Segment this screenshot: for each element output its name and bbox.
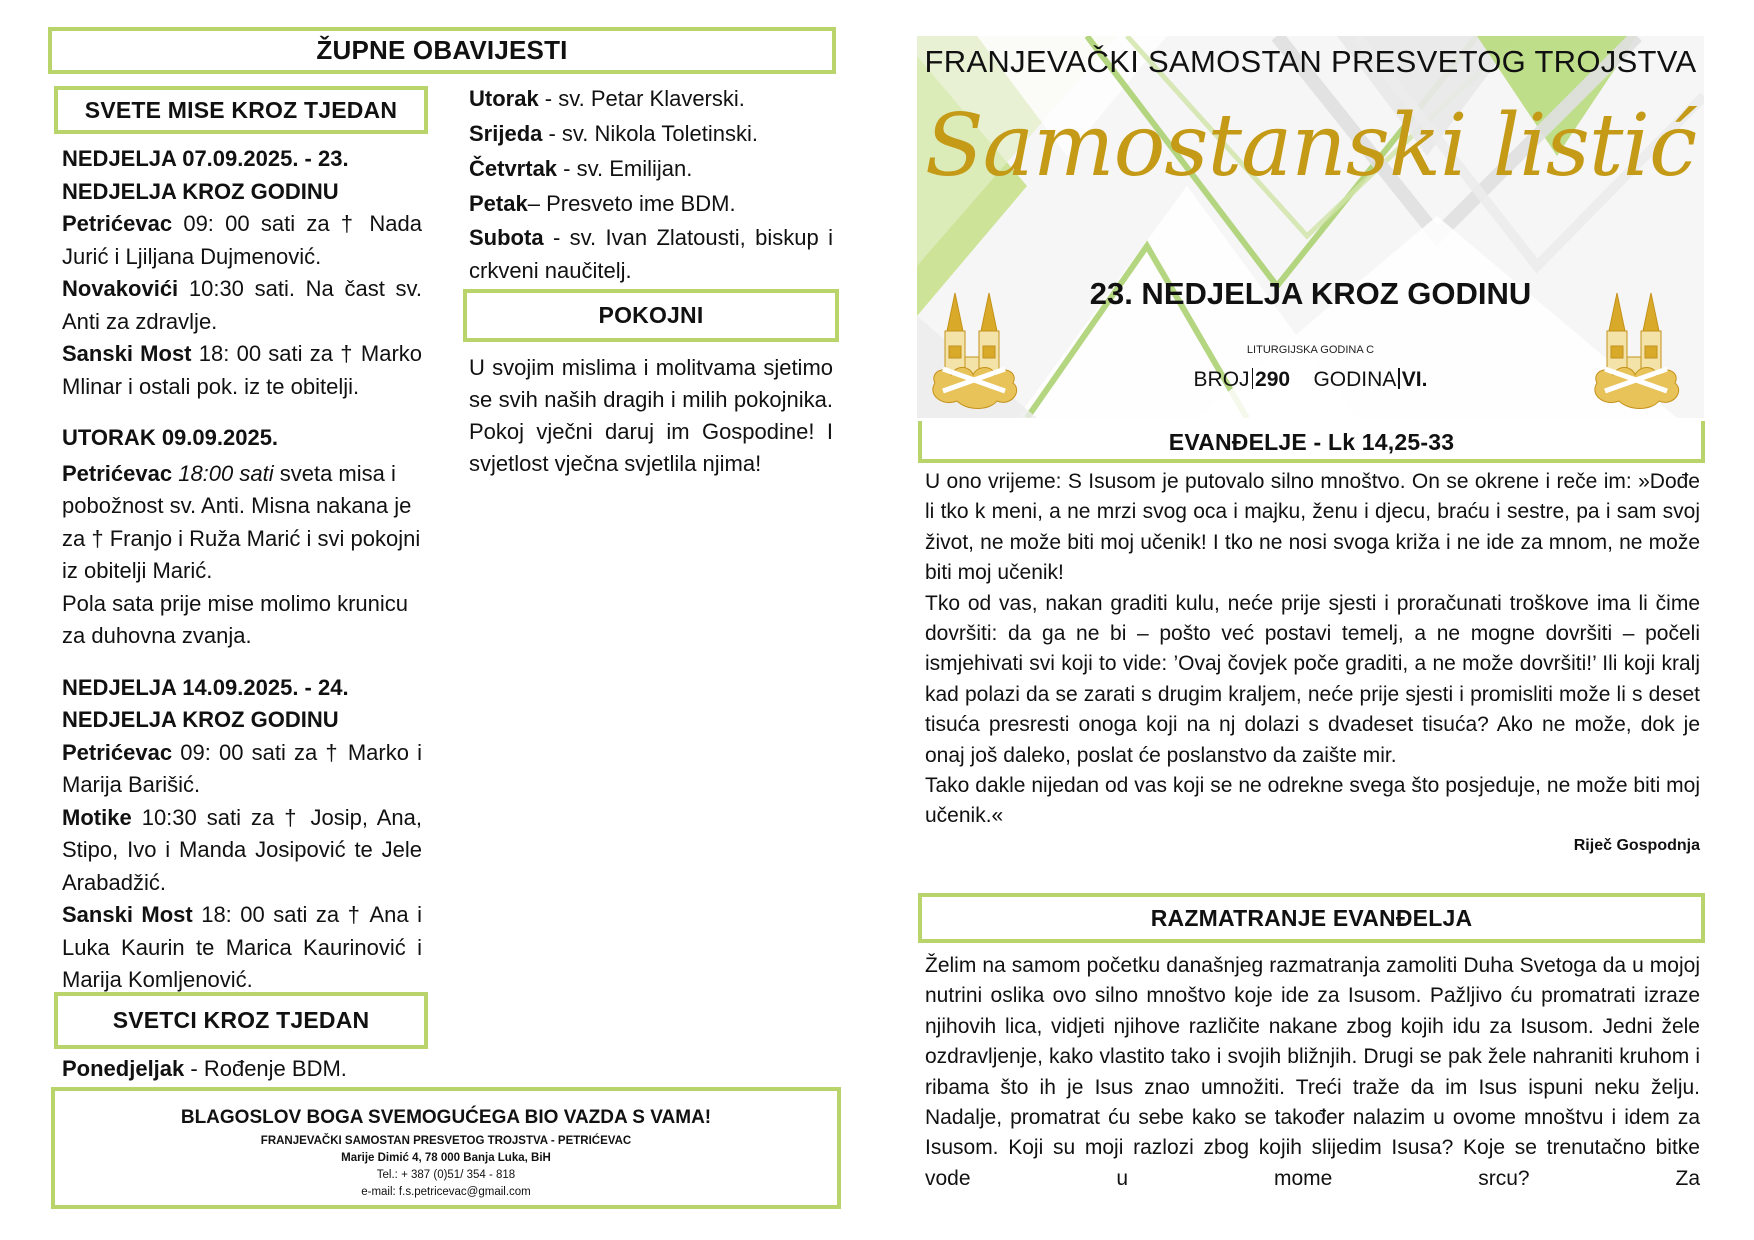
gospel-paragraph: Tko od vas, nakan graditi kulu, neće prije sjesti i proračunati troškove ima li čime dovršiti: da ga ne bi – pošto već postavi temelj, a ne mogne dovršiti – počeli ismjehivati svi koji to vide: ’Ovaj čovjek poče graditi, a ne može dovršiti!’ Ili koji kralj kad polazi da se zarati s drugim kraljem, neće prije sjesti i promisliti može li s deset tisuća presresti onoga koji na nj dolazi s dvadeset tisuća? Ako ne može, dok je onaj još daleko, poslat će poslanstvo da zaište mir. bbox=[925, 591, 1700, 767]
mass-text: 18: 00 sati za † Ana i Luka Kaurin te Marica Kaurinović i Marija Komljenović. bbox=[62, 902, 422, 992]
mass-entry bbox=[62, 802, 422, 900]
saint-text: - sv. Nikola Toletinski. bbox=[542, 121, 758, 146]
mass-place: Petrićevac bbox=[62, 211, 173, 236]
saint-item bbox=[469, 116, 833, 151]
liturgical-year: LITURGIJSKA GODINA C bbox=[1246, 344, 1375, 356]
footer-org: FRANJEVAČKI SAMOSTAN PRESVETOG TROJSTVA - PETRIĆEVAC bbox=[260, 1135, 632, 1147]
reflection-header bbox=[918, 893, 1705, 943]
footer-blessing: BLAGOSLOV BOGA SVEMOGUĆEGA BIO VAZDA S VAMA! bbox=[180, 1107, 712, 1128]
saint-item bbox=[469, 221, 833, 287]
masses-title: SVETE MISE KROZ TJEDAN bbox=[84, 96, 398, 123]
church-emblem-icon bbox=[927, 291, 1022, 411]
gospel-text bbox=[925, 467, 1700, 858]
mass-place: Sanski Most bbox=[62, 902, 193, 927]
mass-text: 09: 00 sati za † Nada Jurić i Ljiljana Dujmenović. bbox=[62, 211, 422, 269]
saint-item bbox=[469, 186, 833, 221]
deceased-paragraph: U svojim mislima i molitvama sjetimo se svih naših dragih i milih pokojnika. Pokoj vječni daruj im Gospodine! I svjetlost vječna svjetlila njima! bbox=[469, 355, 833, 476]
mass-text: 10:30 sati za † Josip, Ana, Stipo, Ivo i Manda Josipović te Jele Arabadžić. bbox=[62, 804, 422, 895]
mass-day-heading: NEDJELJA 07.09.2025. - 23. NEDJELJA KROZ GODINU bbox=[62, 146, 349, 204]
mass-time: 18:00 sati bbox=[172, 460, 274, 486]
mass-place: Sanski Most bbox=[62, 341, 192, 366]
gospel-paragraph: U ono vrijeme: S Isusom je putovalo silno mnoštvo. On se okrene i reče im: »Dođe li tko k meni, a ne mrzi svog oca i majku, ženu i djecu, braću i sestre, pa i sam svoj život, ne može biti moj učenik! I tko ne nosi svoga križa i ne ide za mnom, ne može biti moj učenik! bbox=[925, 470, 1700, 585]
saint-text: - sv. Petar Klaverski. bbox=[538, 86, 745, 111]
issue-info bbox=[917, 368, 1704, 392]
issue-number: 290 bbox=[1255, 368, 1291, 391]
gospel-closing: Riječ Gospodnja bbox=[1573, 836, 1700, 854]
reflection-text bbox=[925, 951, 1700, 1194]
mass-text: 18: 00 sati za † Marko Mlinar i ostali pok. iz te obitelji. bbox=[62, 341, 423, 399]
mass-day-heading: NEDJELJA 14.09.2025. - 24. NEDJELJA KROZ GODINU bbox=[62, 674, 349, 732]
saint-item bbox=[469, 151, 833, 186]
saints-title: SVETCI KROZ TJEDAN bbox=[112, 1007, 370, 1033]
reflection-paragraph: Želim na samom početku današnjeg razmatranja zamoliti Duha Svetoga da u mojoj nutrini oslika ovo silno mnoštvo koje ide za Isusom. Pažljivo ću promatrati izraze njihovih lica, vidjeti njihove različite nakane zbog kojih idu za Isusom. Jedni žele ozdravljenje, kako vlastito tako i svojih bližnjih. Drugi se pak žele nahraniti kruhom i ribama što ih je Isus znao umnožiti. Treći traže da im Isus ispuni neku želju. Nadalje, promatrat ću sebe kako se također nalazim u ovome mnoštvu i idem za Isusom. Koji su moji razlozi zbog kojih slijedim Isusa? Koje se trenutačno bitke vode u mome srcu? Za bbox=[925, 954, 1700, 1190]
mass-place: Motike bbox=[62, 804, 132, 830]
issue-label: BROJ bbox=[1193, 368, 1250, 391]
parish-notices-title: ŽUPNE OBAVIJESTI bbox=[316, 35, 568, 65]
banner-sunday: 23. NEDJELJA KROZ GODINU bbox=[1089, 276, 1532, 311]
saint-text: - sv. Ivan Zlatousti, biskup i crkveni naučitelj. bbox=[469, 225, 833, 283]
mass-day bbox=[62, 672, 422, 997]
saint-day: Ponedjeljak bbox=[62, 1056, 185, 1081]
saint-day: Subota bbox=[469, 225, 544, 250]
mass-entry bbox=[62, 338, 422, 403]
deceased-title: POKOJNI bbox=[598, 302, 704, 328]
reflection-title: RAZMATRANJE EVANĐELJA bbox=[1150, 904, 1473, 931]
saints-list-continued bbox=[469, 81, 833, 287]
saint-day: Četvrtak bbox=[469, 156, 558, 181]
mass-place: Petrićevac bbox=[62, 739, 173, 765]
gospel-title: EVANĐELJE - Lk 14,25-33 bbox=[1168, 429, 1455, 455]
parish-notices-header bbox=[48, 27, 836, 74]
masses-list bbox=[62, 143, 422, 997]
masses-header bbox=[54, 86, 428, 134]
church-emblem-icon bbox=[1589, 291, 1684, 411]
year-label: GODINA bbox=[1313, 368, 1397, 391]
mass-entry bbox=[62, 273, 422, 338]
year-number: VI. bbox=[1401, 368, 1428, 391]
mass-text: 10:30 sati. Na čast sv. Anti za zdravlje. bbox=[62, 276, 422, 334]
mass-entry bbox=[62, 737, 422, 802]
saint-day: Utorak bbox=[469, 86, 539, 111]
mass-entry bbox=[62, 899, 422, 997]
footer-blessing-box bbox=[51, 1087, 841, 1209]
deceased-header bbox=[463, 289, 839, 342]
mass-entry bbox=[62, 208, 422, 273]
mass-note: Pola sata prije mise molimo krunicu za duhovna zvanja. bbox=[62, 590, 409, 648]
newsletter-banner bbox=[917, 36, 1704, 418]
gospel-paragraph: Tako dakle nijedan od vas koji se ne odrekne svega što posjeduje, ne može biti moj učenik.« bbox=[925, 774, 1700, 828]
saint-text: - sv. Emilijan. bbox=[557, 156, 693, 181]
footer-address: Marije Dimić 4, 78 000 Banja Luka, BiH bbox=[341, 1152, 551, 1164]
mass-place: Novakovići bbox=[62, 276, 179, 301]
mass-place: Petrićevac bbox=[62, 460, 173, 486]
mass-day bbox=[62, 422, 422, 653]
saint-item bbox=[62, 1053, 422, 1086]
mass-day bbox=[62, 143, 422, 403]
saints-header bbox=[54, 992, 428, 1049]
banner-background bbox=[917, 36, 1704, 418]
mass-day-heading: UTORAK 09.09.2025. bbox=[62, 425, 279, 450]
mass-text: sveta misa i pobožnost sv. Anti. Misna nakana je za † Franjo i Ruža Marić i svi pokojni iz obitelji Marić. bbox=[62, 460, 421, 583]
gospel-header bbox=[918, 421, 1705, 463]
banner-title: Samostanski listić bbox=[924, 96, 1697, 196]
mass-text: 09: 00 sati za † Marko i Marija Barišić. bbox=[62, 739, 422, 797]
saint-text: – Presveto ime BDM. bbox=[527, 191, 736, 216]
mass-entry bbox=[62, 458, 422, 588]
saint-item bbox=[469, 81, 833, 116]
footer-phone: Tel.: + 387 (0)51/ 354 - 818 bbox=[376, 1169, 516, 1181]
saint-text: - Rođenje BDM. bbox=[184, 1056, 347, 1081]
saint-day: Petak bbox=[469, 191, 528, 216]
footer-email: e-mail: f.s.petricevac@gmail.com bbox=[361, 1186, 531, 1198]
saint-day: Srijeda bbox=[469, 121, 543, 146]
banner-organization: FRANJEVAČKI SAMOSTAN PRESVETOG TROJSTVA bbox=[924, 44, 1697, 79]
deceased-text bbox=[469, 352, 833, 480]
